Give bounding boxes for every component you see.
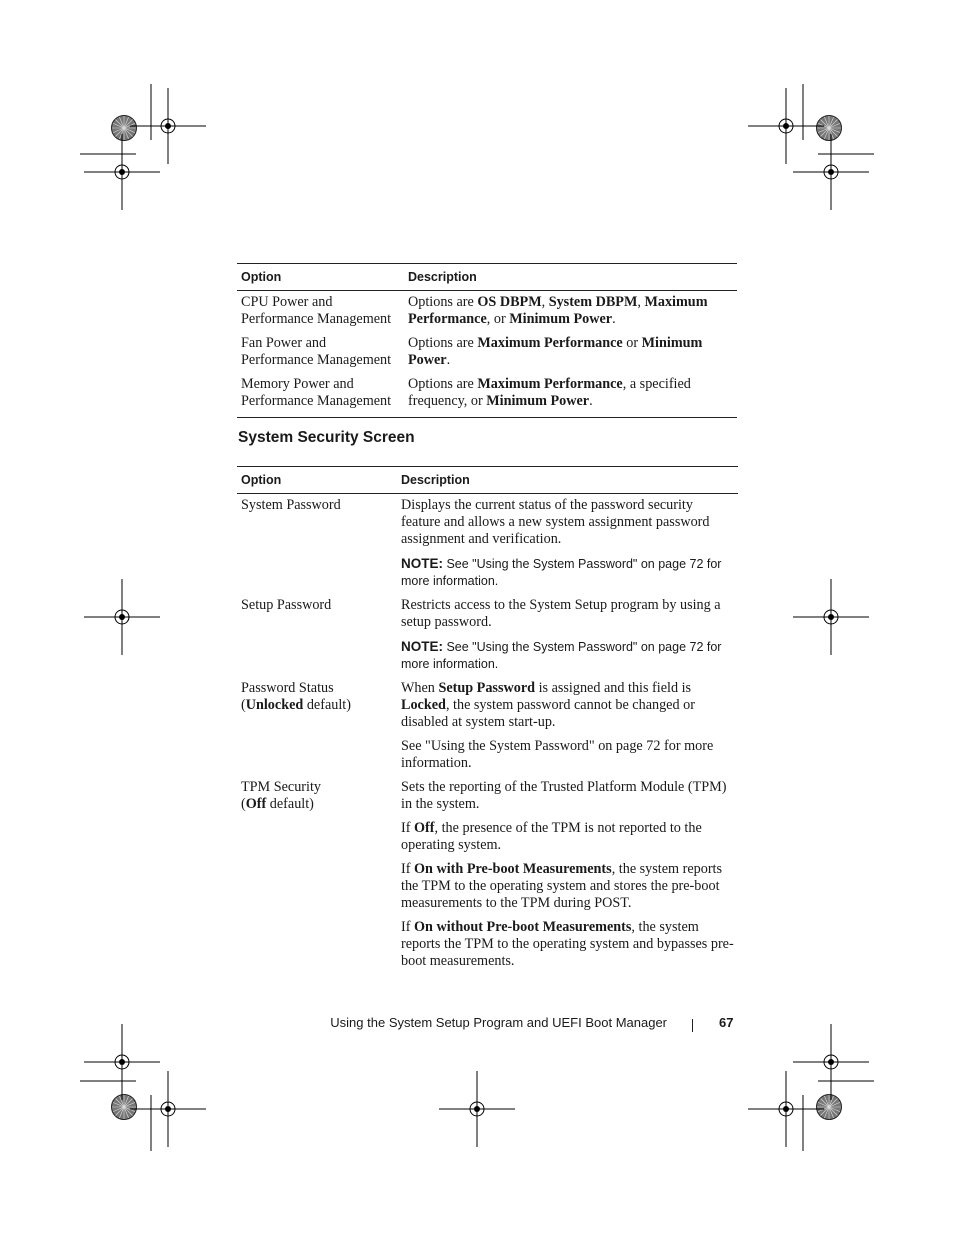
power-options-table: [237, 263, 737, 418]
description-cell: [397, 779, 738, 977]
option-header: Option: [237, 467, 397, 494]
security-options-table: [237, 466, 738, 977]
option-cell: [237, 494, 397, 598]
option-name: Performance Management: [241, 352, 392, 368]
description-cell: [397, 680, 738, 779]
table-row-setup-password: [237, 597, 738, 680]
option-cell: [237, 779, 397, 977]
option-cell: [237, 597, 397, 680]
option-cell: [237, 680, 397, 779]
option-cell: [237, 291, 404, 336]
table-row-password-status: [237, 680, 738, 779]
description-text: Restricts access to the System Setup program by using a setup password.: [401, 597, 721, 630]
table-row: [237, 376, 737, 418]
table-row-system-password: [237, 494, 738, 598]
table-header-row: [237, 467, 738, 494]
description-text: Sets the reporting of the Trusted Platform Module (TPM) in the system.: [401, 779, 727, 812]
description-cell: [404, 335, 737, 376]
table-header-row: [237, 264, 737, 291]
option-default: (Unlocked default): [241, 697, 351, 713]
description-text: Displays the current status of the password security feature and allows a new system assignment password assignment and verification.: [401, 497, 710, 547]
option-name: TPM Security: [241, 779, 321, 795]
description-text: Options are OS DBPM, System DBPM, Maximum Performance, or Minimum Power.: [408, 294, 708, 327]
option-name: Memory Power and: [241, 376, 354, 392]
description-header: Description: [397, 467, 738, 494]
table-row: [237, 335, 737, 376]
description-cell: [397, 597, 738, 680]
description-text: Options are Maximum Performance or Minimum Power.: [408, 335, 703, 368]
note-text: See "Using the System Password" on page 72 for more information.: [401, 557, 722, 588]
option-cell: [237, 376, 404, 418]
note-label: NOTE:: [401, 556, 443, 571]
description-text: When Setup Password is assigned and this field is Locked, the system password cannot be changed or disabled at system start-up.: [401, 680, 695, 730]
note-label: NOTE:: [401, 639, 443, 654]
option-default: (Off default): [241, 796, 314, 812]
description-text: Options are Maximum Performance, a specified frequency, or Minimum Power.: [408, 376, 691, 409]
note: [401, 555, 734, 590]
option-name: Performance Management: [241, 393, 392, 409]
description-text: If On without Pre-boot Measurements, the system reports the TPM to the operating system and bypasses pre-boot measurements.: [401, 919, 734, 969]
description-cell: [397, 494, 738, 598]
option-name: Performance Management: [241, 311, 392, 327]
description-text: See "Using the System Password" on page 72 for more information.: [401, 738, 714, 771]
option-header: Option: [237, 264, 404, 291]
note-text: See "Using the System Password" on page 72 for more information.: [401, 640, 722, 671]
option-cell: [237, 335, 404, 376]
table-row: [237, 291, 737, 336]
description-cell: [404, 376, 737, 418]
description-text: If On with Pre-boot Measurements, the system reports the TPM to the operating system and stores the pre-boot measurements to the TPM during POST.: [401, 861, 723, 911]
description-header: Description: [404, 264, 737, 291]
description-text: If Off, the presence of the TPM is not reported to the operating system.: [401, 820, 702, 853]
option-name: CPU Power and: [241, 294, 333, 310]
option-name: System Password: [241, 497, 341, 513]
table-row-tpm-security: [237, 779, 738, 977]
footer-title: Using the System Setup Program and UEFI Boot Manager: [330, 1015, 667, 1030]
option-name: Password Status: [241, 680, 334, 696]
section-heading: System Security Screen: [238, 429, 415, 446]
note: [401, 638, 734, 673]
footer-divider: [692, 1019, 693, 1032]
page-number: 67: [719, 1015, 734, 1030]
option-name: Setup Password: [241, 597, 332, 613]
option-name: Fan Power and: [241, 335, 327, 351]
description-cell: [404, 291, 737, 336]
